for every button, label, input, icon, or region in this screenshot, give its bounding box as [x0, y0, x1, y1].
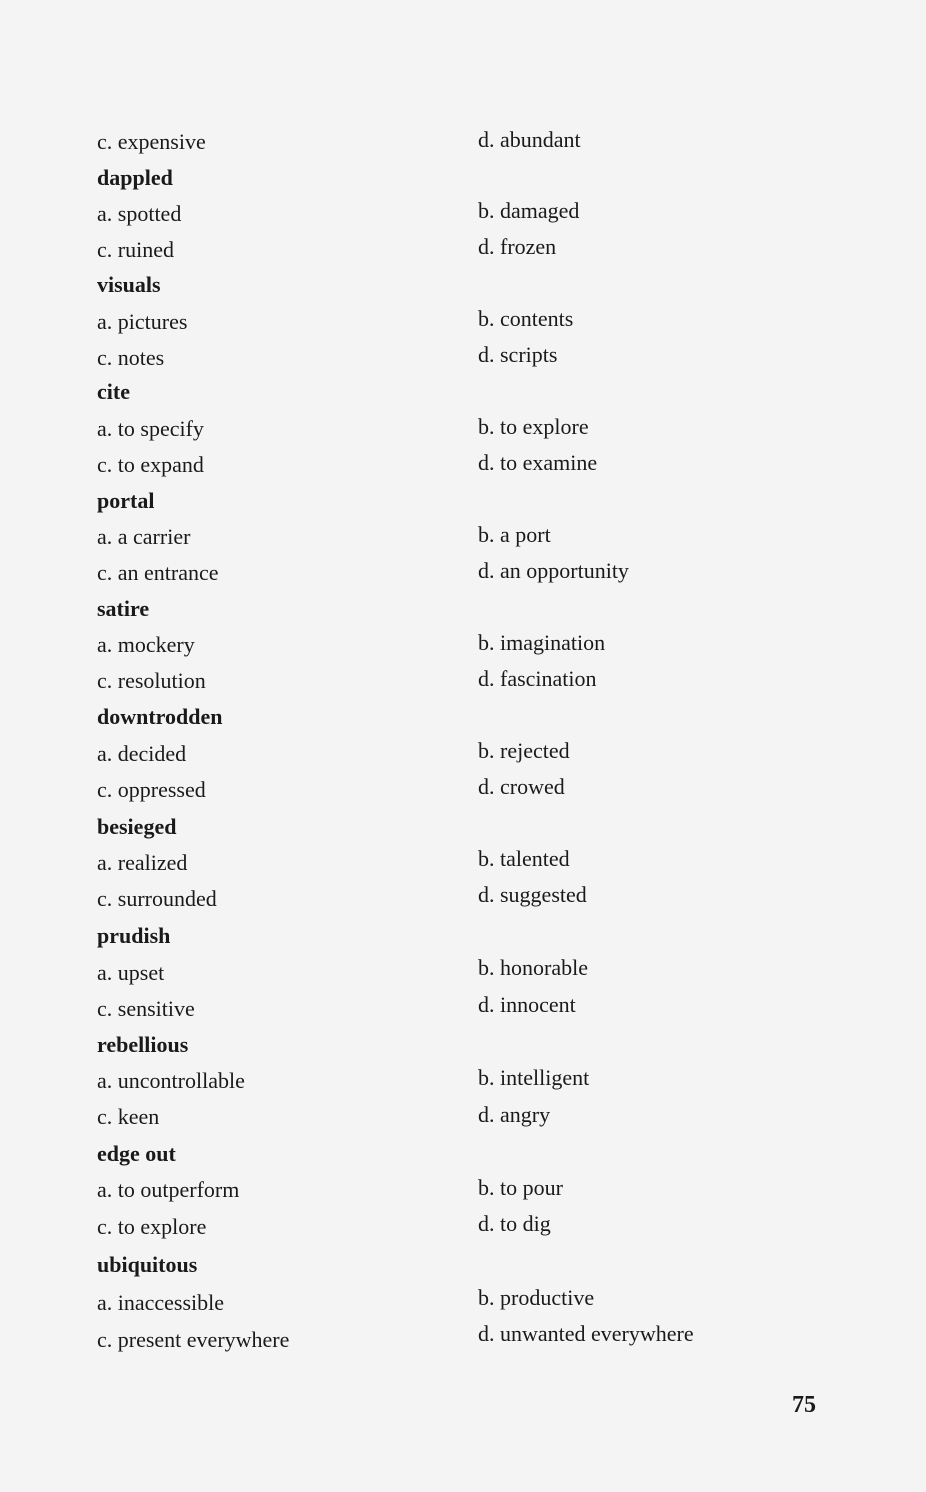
vocab-word: portal — [97, 488, 155, 513]
option-a: a. uncontrollable — [97, 1068, 245, 1093]
option-c: c. an entrance — [97, 560, 219, 585]
option-a: a. upset — [97, 960, 165, 985]
option-b: b. imagination — [478, 630, 606, 655]
option-b: b. productive — [478, 1285, 595, 1310]
option-b: b. intelligent — [478, 1065, 590, 1090]
option-a: a. realized — [97, 850, 188, 875]
vocab-word: satire — [97, 596, 150, 621]
option-d: d. to dig — [478, 1211, 551, 1236]
option-b: b. to pour — [478, 1175, 563, 1200]
vocab-word: besieged — [97, 814, 177, 839]
option-c: c. resolution — [97, 668, 206, 693]
option-c: c. present everywhere — [97, 1327, 290, 1352]
option-d: d. frozen — [478, 234, 557, 259]
option-a: a. pictures — [97, 309, 188, 334]
option-a: a. to outperform — [97, 1177, 240, 1202]
vocab-word: prudish — [97, 923, 171, 948]
vocab-word: rebellious — [97, 1032, 189, 1057]
option-b: b. honorable — [478, 955, 588, 980]
vocab-word: dappled — [97, 165, 173, 190]
option-d: d. innocent — [478, 992, 576, 1017]
vocab-word: cite — [97, 379, 130, 404]
page-number: 75 — [792, 1392, 816, 1418]
option-b: b. contents — [478, 306, 574, 331]
option-c: c. oppressed — [97, 777, 206, 802]
option-a: a. mockery — [97, 632, 195, 657]
option-a: a. spotted — [97, 201, 182, 226]
option-c: c. keen — [97, 1104, 160, 1129]
option-d: d. fascination — [478, 666, 597, 691]
vocab-word: edge out — [97, 1141, 176, 1166]
option-a: a. inaccessible — [97, 1290, 225, 1315]
option-b: b. rejected — [478, 738, 570, 763]
option-b: b. a port — [478, 522, 551, 547]
option-c: c. notes — [97, 345, 165, 370]
option-b: b. damaged — [478, 198, 580, 223]
option-c: c. surrounded — [97, 886, 217, 911]
option-d: d. scripts — [478, 342, 558, 367]
option-c: c. expensive — [97, 129, 206, 154]
option-d: d. crowed — [478, 774, 565, 799]
option-c: c. to explore — [97, 1214, 207, 1239]
option-d: d. abundant — [478, 127, 581, 152]
option-c: c. sensitive — [97, 996, 195, 1021]
option-b: b. to explore — [478, 414, 589, 439]
vocab-word: ubiquitous — [97, 1252, 198, 1277]
option-a: a. decided — [97, 741, 187, 766]
vocab-word: visuals — [97, 272, 161, 297]
option-d: d. angry — [478, 1102, 551, 1127]
option-c: c. to expand — [97, 452, 204, 477]
option-d: d. an opportunity — [478, 558, 629, 583]
option-d: d. unwanted everywhere — [478, 1321, 694, 1346]
option-d: d. to examine — [478, 450, 598, 475]
option-a: a. a carrier — [97, 524, 191, 549]
option-a: a. to specify — [97, 416, 204, 441]
option-b: b. talented — [478, 846, 570, 871]
option-c: c. ruined — [97, 237, 174, 262]
option-d: d. suggested — [478, 882, 587, 907]
vocab-word: downtrodden — [97, 704, 223, 729]
